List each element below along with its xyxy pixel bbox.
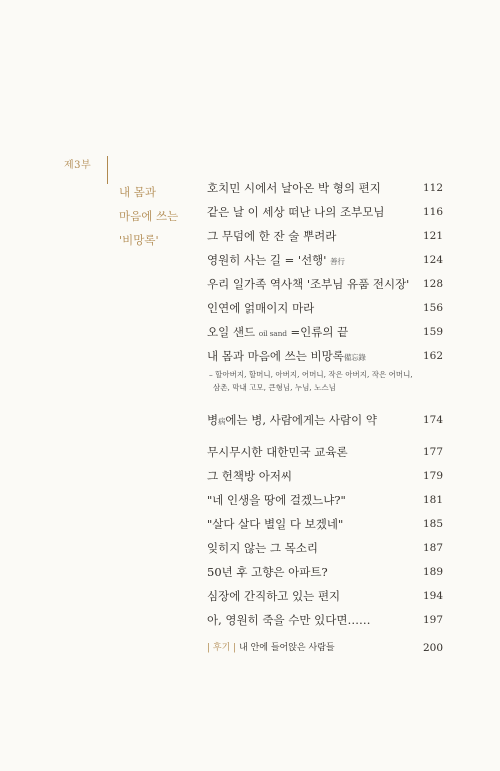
toc-entry-title: 내 몸과 마음에 쓰는 비망록	[207, 349, 344, 363]
toc-entry-page: 116	[422, 206, 443, 218]
afterword-entry	[207, 640, 443, 656]
toc-entry	[207, 488, 443, 512]
toc-entry-title-wrap	[207, 320, 348, 346]
part-title-line: '비망록'	[119, 233, 159, 247]
toc-entry	[207, 248, 443, 272]
toc-entry	[207, 536, 443, 560]
toc-entry-note	[207, 368, 443, 408]
toc-entry	[207, 560, 443, 584]
toc-entry	[207, 176, 443, 200]
toc-entry-title-cont: 에는 병, 사람에게는 사람이 약	[225, 413, 378, 427]
toc-entry-title-wrap	[207, 344, 366, 370]
toc-entry	[207, 464, 443, 488]
toc-entry-title: "네 인생을 땅에 걸겠느냐?"	[207, 493, 346, 507]
toc-entry-page: 128	[422, 278, 443, 290]
part-title-line: 내 몸과	[119, 185, 156, 199]
toc-entry-title: 50년 후 고향은 아파트?	[207, 565, 328, 579]
toc-entry-title: 그 무덤에 한 잔 술 뿌려라	[207, 229, 337, 243]
part-label: 제3부	[64, 160, 92, 171]
toc-entry-english: oil sand	[258, 329, 287, 338]
toc-entry-title: 아, 영원히 죽을 수만 있다면……	[207, 613, 371, 627]
afterword-label: | 후기 |	[207, 643, 237, 653]
toc-entry-page: 124	[422, 254, 443, 266]
toc-entry	[207, 320, 443, 344]
toc-entry-page: 197	[422, 614, 443, 626]
toc-entry	[207, 272, 443, 296]
toc-entry-hanja: 備忘錄	[343, 353, 366, 362]
toc-entry-page: 185	[422, 518, 443, 530]
toc-entry-page: 159	[422, 326, 443, 338]
toc-entry-title: 그 헌책방 아저씨	[207, 469, 293, 483]
toc-entry-title: "살다 살다 별일 다 보겠네"	[207, 517, 344, 531]
part-divider	[107, 156, 108, 184]
toc-entry-page: 162	[422, 350, 443, 362]
toc-entry	[207, 584, 443, 608]
toc-entry-title: 잊히지 않는 그 목소리	[207, 541, 318, 555]
part-title-line: 마음에 쓰는	[119, 209, 179, 223]
toc-entry-page: 112	[422, 182, 443, 194]
toc-entry-title: 호치민 시에서 날아온 박 형의 편지	[207, 181, 381, 195]
toc-entry-title: 오일 샌드	[207, 325, 256, 339]
toc-entry	[207, 408, 443, 432]
toc-entry-title: 무시무시한 대한민국 교육론	[207, 445, 348, 459]
toc-entry	[207, 512, 443, 536]
toc-entry	[207, 440, 443, 464]
toc-entry-hanja: 病	[218, 417, 226, 426]
toc-entry-page: 181	[422, 494, 443, 506]
toc-entry-page: 187	[422, 542, 443, 554]
toc-entry-title: 같은 날 이 세상 떠난 나의 조부모님	[207, 205, 385, 219]
toc-entry	[207, 200, 443, 224]
toc-entry-page: 121	[422, 230, 443, 242]
toc-entry-hanja: 善行	[330, 257, 345, 266]
toc-entry	[207, 344, 443, 368]
toc-entry	[207, 608, 443, 632]
toc-entry-title: 우리 일가족 역사책 '조부님 유품 전시장'	[207, 277, 410, 291]
note-line: 삼촌, 막내 고모, 큰형님, 누님, 노스님	[213, 383, 336, 392]
toc-entry-page: 174	[422, 414, 443, 426]
toc-entry	[207, 296, 443, 320]
toc-entry-title: 인연에 얽매이지 마라	[207, 301, 315, 315]
toc-entry-title-wrap	[207, 408, 377, 434]
toc-entry-page: 194	[422, 590, 443, 602]
toc-entry-title-wrap	[207, 248, 345, 274]
toc-entry-title: 병	[207, 413, 219, 427]
toc-entry	[207, 224, 443, 248]
toc-entry-title: 심장에 간직하고 있는 편지	[207, 589, 341, 603]
toc-entry-page: 179	[422, 470, 443, 482]
part-title	[119, 180, 178, 252]
toc-entry-page: 177	[422, 446, 443, 458]
table-of-contents	[207, 176, 443, 632]
afterword-title: 내 안에 들어앉은 사람들	[239, 643, 335, 653]
afterword-page: 200	[422, 642, 443, 654]
note-line: – 할아버지, 할머니, 아버지, 어머니, 작은 아버지, 작은 어머니,	[209, 370, 413, 379]
toc-entry-page: 189	[422, 566, 443, 578]
toc-entry-title: 영원히 사는 길 = '선행'	[207, 253, 327, 267]
toc-entry-title-cont: =인류의 끝	[290, 325, 349, 339]
toc-entry-page: 156	[422, 302, 443, 314]
